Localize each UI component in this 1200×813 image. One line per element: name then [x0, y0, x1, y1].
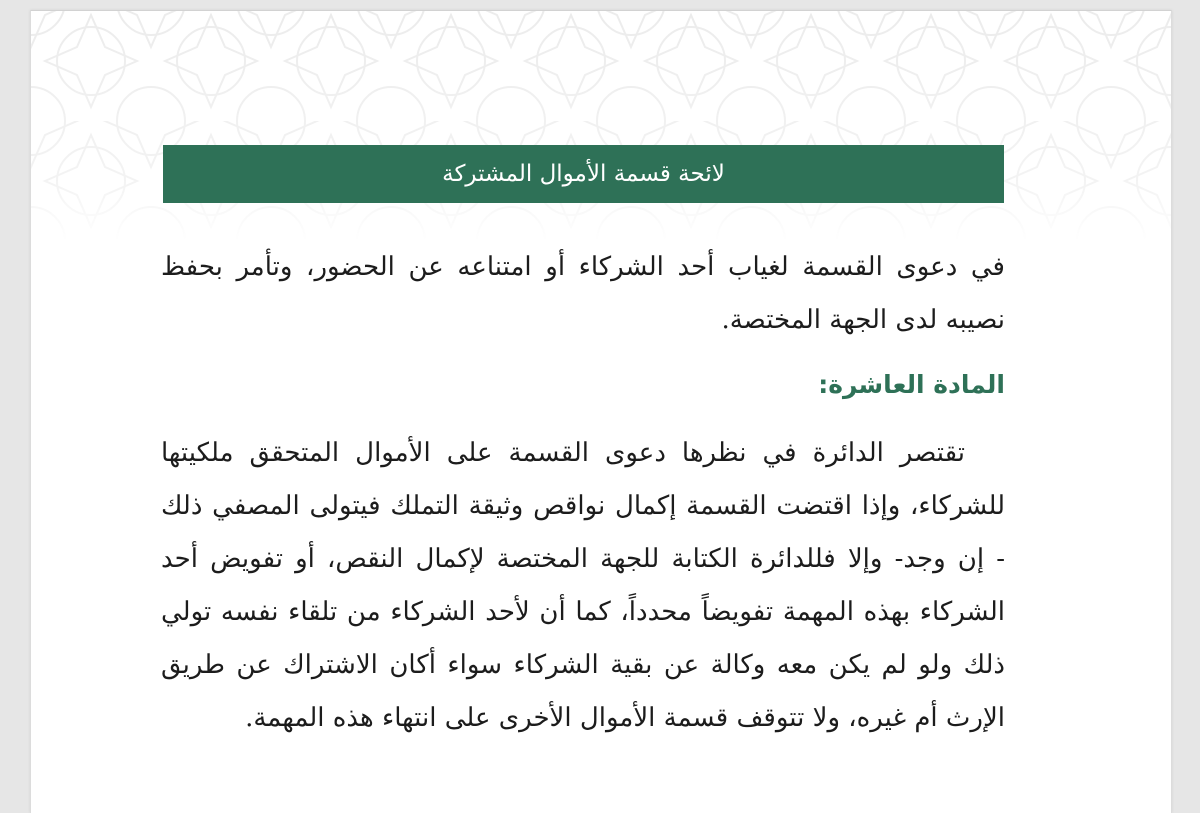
document-page — [30, 10, 1172, 813]
decorative-pattern — [31, 11, 1171, 241]
article-heading: المادة العاشرة: — [818, 370, 1005, 399]
article-body: تقتصر الدائرة في نظرها دعوى القسمة على الأموال المتحقق ملكيتها للشركاء، وإذا اقتضت القسمة إكمال نواقص وثيقة التملك فيتولى المصفي ذلك - إن وجد- وإلا فللدائرة الكتابة للجهة المختصة لإكمال النقص، أو تفويض أحد الشركاء بهذه المهمة تفويضاً محدداً، كما أن لأحد الشركاء من تلقاء نفسه تولي ذلك ولو لم يكن معه وكالة عن بقية الشركاء سواء أكان الاشتراك عن طريق الإرث أم غيره، ولا تتوقف قسمة الأموال الأخرى على انتهاء هذه المهمة. — [161, 438, 1005, 733]
section-header-title: لائحة قسمة الأموال المشتركة — [442, 161, 725, 187]
paragraph-continued: في دعوى القسمة لغياب أحد الشركاء أو امتناعه عن الحضور، وتأمر بحفظ نصيبه لدى الجهة المختصة. — [161, 252, 1005, 335]
section-header-bar — [163, 145, 1004, 203]
